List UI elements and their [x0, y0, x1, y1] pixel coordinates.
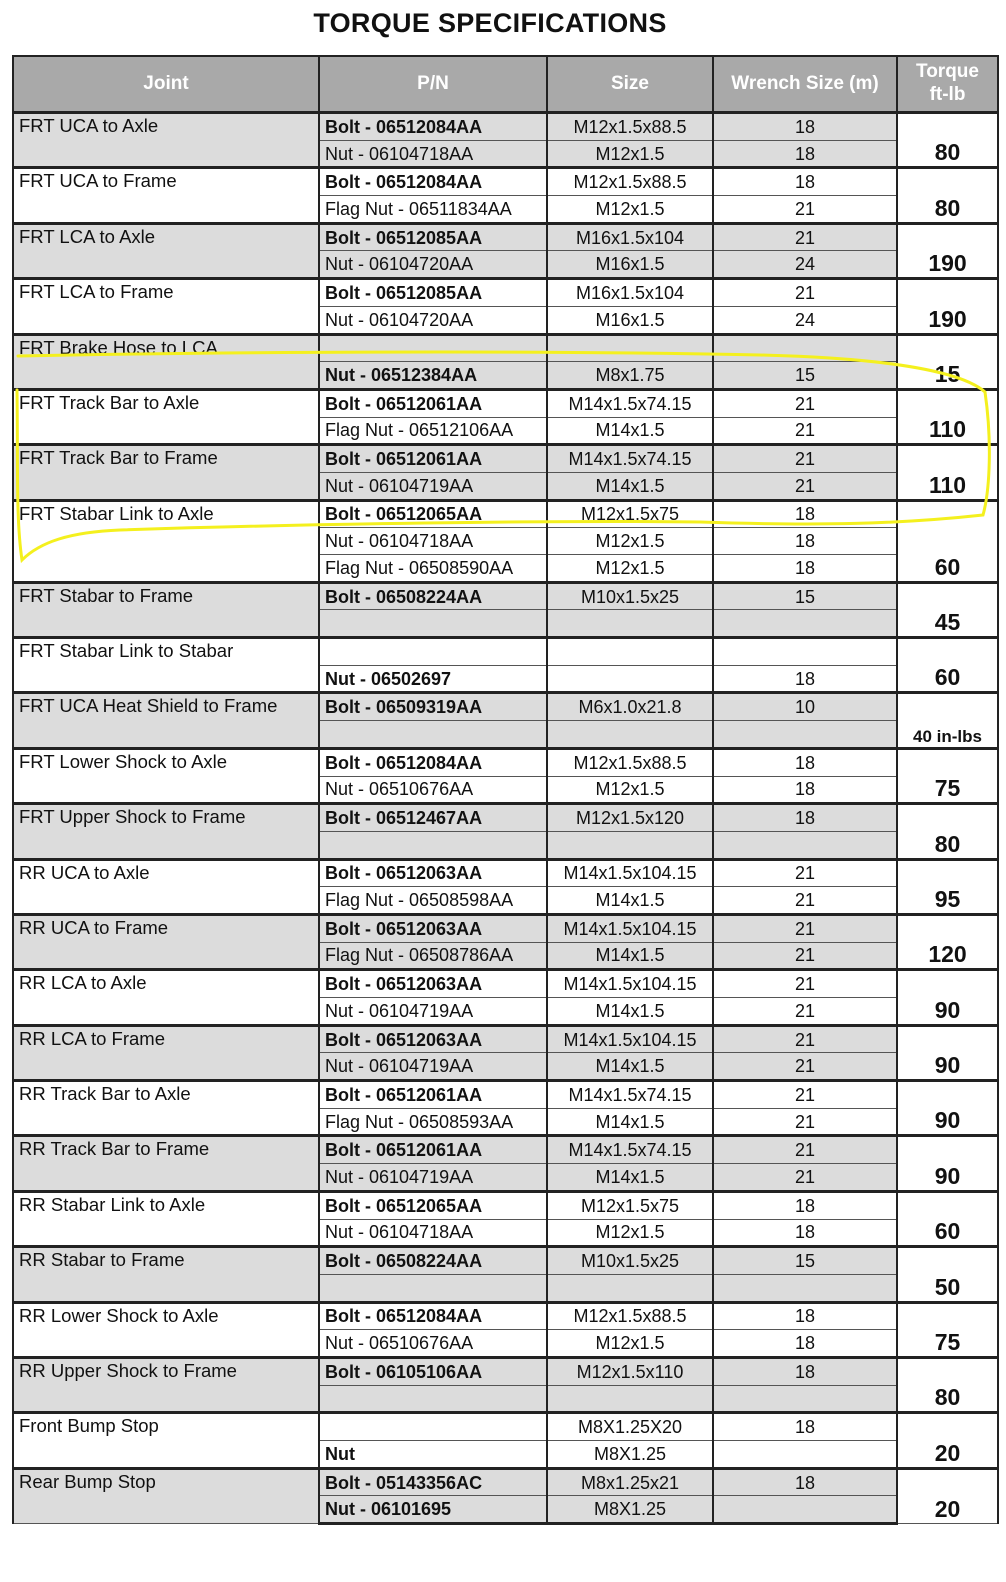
part-number: Bolt - 06105106AA — [319, 1357, 547, 1385]
header-size: Size — [547, 56, 713, 113]
wrench-size: 21 — [713, 445, 897, 473]
torque-value: 110 — [897, 389, 998, 444]
thread-size: M8X1.25X20 — [547, 1413, 713, 1441]
wrench-size: 21 — [713, 472, 897, 500]
thread-size: M14x1.5x104.15 — [547, 970, 713, 998]
header-torque-label: Torque — [916, 61, 979, 83]
torque-value: 45 — [897, 582, 998, 637]
joint-name: FRT LCA to Frame — [13, 279, 319, 334]
table-row — [13, 1468, 998, 1496]
table-row — [13, 1081, 998, 1109]
thread-size: M12x1.5x88.5 — [547, 113, 713, 141]
wrench-size: 18 — [713, 500, 897, 528]
part-number: Nut - 06512384AA — [319, 362, 547, 390]
wrench-size: 15 — [713, 362, 897, 390]
joint-name: FRT Stabar Link to Stabar — [13, 638, 319, 693]
part-number: Nut - 06104718AA — [319, 1219, 547, 1247]
thread-size: M14x1.5 — [547, 887, 713, 915]
thread-size: M14x1.5 — [547, 417, 713, 445]
joint-name: FRT Brake Hose to LCA — [13, 334, 319, 389]
thread-size: M14x1.5 — [547, 942, 713, 970]
joint-group — [13, 1302, 998, 1357]
thread-size: M12x1.5x110 — [547, 1357, 713, 1385]
thread-size: M12x1.5 — [547, 196, 713, 224]
wrench-size: 21 — [713, 1081, 897, 1109]
joint-name: RR LCA to Axle — [13, 970, 319, 1025]
part-number: Bolt - 06512084AA — [319, 113, 547, 141]
joint-name: RR Lower Shock to Axle — [13, 1302, 319, 1357]
part-number: Bolt - 06512084AA — [319, 748, 547, 776]
wrench-size: 18 — [713, 1330, 897, 1358]
part-number: Bolt - 06512063AA — [319, 970, 547, 998]
torque-value: 90 — [897, 1081, 998, 1136]
wrench-size: 18 — [713, 168, 897, 196]
part-number: Flag Nut - 06508590AA — [319, 555, 547, 583]
torque-value: 80 — [897, 804, 998, 859]
thread-size: M12x1.5x75 — [547, 1191, 713, 1219]
wrench-size: 18 — [713, 748, 897, 776]
part-number — [319, 334, 547, 362]
joint-name: FRT Lower Shock to Axle — [13, 748, 319, 803]
header-torque-unit: ft-lb — [929, 84, 966, 105]
table-row — [13, 389, 998, 417]
table-row — [13, 859, 998, 887]
thread-size: M12x1.5 — [547, 528, 713, 555]
torque-value: 50 — [897, 1247, 998, 1302]
part-number: Bolt - 06512061AA — [319, 445, 547, 473]
header-wrench-size: Wrench Size (m) — [713, 56, 897, 113]
joint-name: FRT Upper Shock to Frame — [13, 804, 319, 859]
joint-group — [13, 500, 998, 582]
torque-value: 190 — [897, 223, 998, 278]
thread-size: M12x1.5 — [547, 555, 713, 583]
part-number: Nut - 06104718AA — [319, 140, 547, 168]
joint-group — [13, 1136, 998, 1191]
header-torque — [897, 56, 998, 113]
thread-size: M8X1.25 — [547, 1496, 713, 1524]
wrench-size: 15 — [713, 582, 897, 610]
torque-value: 40 in-lbs — [897, 693, 998, 748]
table-row — [13, 970, 998, 998]
thread-size: M12x1.5x88.5 — [547, 748, 713, 776]
wrench-size: 18 — [713, 665, 897, 693]
wrench-size — [713, 721, 897, 749]
thread-size: M6x1.0x21.8 — [547, 693, 713, 721]
part-number: Flag Nut - 06508593AA — [319, 1108, 547, 1136]
table-row — [13, 1136, 998, 1164]
torque-value: 95 — [897, 859, 998, 914]
part-number: Nut - 06510676AA — [319, 776, 547, 804]
joint-name: RR Track Bar to Axle — [13, 1081, 319, 1136]
torque-value: 15 — [897, 334, 998, 389]
joint-group — [13, 445, 998, 500]
thread-size: M14x1.5 — [547, 1053, 713, 1081]
table-row — [13, 500, 998, 528]
table-row — [13, 693, 998, 721]
part-number — [319, 638, 547, 666]
thread-size — [547, 665, 713, 693]
part-number — [319, 610, 547, 638]
part-number: Nut - 06104720AA — [319, 251, 547, 279]
wrench-size: 18 — [713, 1413, 897, 1441]
wrench-size: 18 — [713, 1191, 897, 1219]
table-row — [13, 445, 998, 473]
joint-group — [13, 693, 998, 748]
torque-value: 120 — [897, 914, 998, 969]
part-number: Bolt - 06508224AA — [319, 1247, 547, 1275]
thread-size: M8x1.75 — [547, 362, 713, 390]
thread-size: M8X1.25 — [547, 1441, 713, 1469]
part-number: Bolt - 06512085AA — [319, 223, 547, 251]
table-row — [13, 168, 998, 196]
table-row — [13, 1413, 998, 1441]
header-joint: Joint — [13, 56, 319, 113]
torque-value: 60 — [897, 500, 998, 582]
thread-size — [547, 721, 713, 749]
joint-group — [13, 859, 998, 914]
joint-group — [13, 168, 998, 223]
joint-group — [13, 1025, 998, 1080]
joint-name: FRT Track Bar to Axle — [13, 389, 319, 444]
joint-group — [13, 1468, 998, 1523]
wrench-size: 21 — [713, 859, 897, 887]
part-number — [319, 721, 547, 749]
table-row — [13, 748, 998, 776]
thread-size — [547, 610, 713, 638]
part-number: Nut - 06502697 — [319, 665, 547, 693]
joint-group — [13, 748, 998, 803]
thread-size: M14x1.5 — [547, 1108, 713, 1136]
thread-size: M12x1.5x75 — [547, 500, 713, 528]
table-row — [13, 638, 998, 666]
part-number: Flag Nut - 06508598AA — [319, 887, 547, 915]
table-row — [13, 1357, 998, 1385]
joint-group — [13, 1081, 998, 1136]
torque-value: 75 — [897, 748, 998, 803]
table-row — [13, 1025, 998, 1053]
wrench-size: 18 — [713, 1468, 897, 1496]
joint-group — [13, 970, 998, 1025]
part-number: Bolt - 06512085AA — [319, 279, 547, 307]
wrench-size — [713, 638, 897, 666]
wrench-size: 21 — [713, 196, 897, 224]
wrench-size: 21 — [713, 1164, 897, 1192]
wrench-size: 21 — [713, 1053, 897, 1081]
torque-value: 90 — [897, 970, 998, 1025]
joint-name: RR Upper Shock to Frame — [13, 1357, 319, 1412]
wrench-size: 18 — [713, 113, 897, 141]
thread-size: M8x1.25x21 — [547, 1468, 713, 1496]
thread-size: M14x1.5 — [547, 998, 713, 1026]
part-number: Flag Nut - 06508786AA — [319, 942, 547, 970]
wrench-size: 21 — [713, 279, 897, 307]
part-number: Bolt - 06509319AA — [319, 693, 547, 721]
table-row — [13, 113, 998, 141]
torque-value: 75 — [897, 1302, 998, 1357]
thread-size: M14x1.5x74.15 — [547, 389, 713, 417]
wrench-size — [713, 610, 897, 638]
wrench-size: 24 — [713, 306, 897, 334]
part-number: Flag Nut - 06511834AA — [319, 196, 547, 224]
wrench-size — [713, 1385, 897, 1413]
joint-name: FRT Stabar Link to Axle — [13, 500, 319, 582]
joint-group — [13, 1413, 998, 1468]
joint-name: FRT UCA to Frame — [13, 168, 319, 223]
thread-size — [547, 1274, 713, 1302]
joint-name: FRT UCA to Axle — [13, 113, 319, 168]
wrench-size — [713, 1496, 897, 1524]
part-number: Bolt - 06512061AA — [319, 1081, 547, 1109]
thread-size: M16x1.5 — [547, 251, 713, 279]
wrench-size: 18 — [713, 804, 897, 832]
torque-value: 60 — [897, 638, 998, 693]
thread-size: M14x1.5x104.15 — [547, 859, 713, 887]
part-number: Flag Nut - 06512106AA — [319, 417, 547, 445]
thread-size: M16x1.5 — [547, 306, 713, 334]
part-number: Nut - 06104718AA — [319, 528, 547, 555]
torque-value: 80 — [897, 168, 998, 223]
joint-group — [13, 113, 998, 168]
joint-name: RR Track Bar to Frame — [13, 1136, 319, 1191]
torque-value: 60 — [897, 1191, 998, 1246]
wrench-size: 21 — [713, 887, 897, 915]
joint-name: RR UCA to Frame — [13, 914, 319, 969]
wrench-size: 18 — [713, 555, 897, 583]
page-title: TORQUE SPECIFICATIONS — [313, 8, 667, 38]
wrench-size — [713, 334, 897, 362]
part-number: Bolt - 06512084AA — [319, 1302, 547, 1330]
joint-name: FRT Track Bar to Frame — [13, 445, 319, 500]
wrench-size — [713, 831, 897, 859]
torque-value: 20 — [897, 1413, 998, 1468]
thread-size: M12x1.5 — [547, 1219, 713, 1247]
part-number — [319, 1385, 547, 1413]
joint-name: FRT UCA Heat Shield to Frame — [13, 693, 319, 748]
part-number: Bolt - 06512061AA — [319, 389, 547, 417]
part-number: Nut - 06104719AA — [319, 1164, 547, 1192]
torque-value: 90 — [897, 1025, 998, 1080]
part-number: Nut - 06104719AA — [319, 1053, 547, 1081]
joint-group — [13, 914, 998, 969]
table-row — [13, 804, 998, 832]
joint-name: FRT LCA to Axle — [13, 223, 319, 278]
wrench-size: 18 — [713, 140, 897, 168]
thread-size — [547, 1385, 713, 1413]
part-number: Bolt - 05143356AC — [319, 1468, 547, 1496]
joint-group — [13, 1247, 998, 1302]
part-number: Nut — [319, 1441, 547, 1469]
thread-size: M12x1.5 — [547, 140, 713, 168]
wrench-size: 21 — [713, 417, 897, 445]
thread-size: M14x1.5x104.15 — [547, 914, 713, 942]
joint-name: Front Bump Stop — [13, 1413, 319, 1468]
thread-size: M16x1.5x104 — [547, 223, 713, 251]
thread-size — [547, 334, 713, 362]
joint-group — [13, 582, 998, 637]
part-number: Bolt - 06512063AA — [319, 859, 547, 887]
part-number: Bolt - 06512467AA — [319, 804, 547, 832]
part-number: Bolt - 06512061AA — [319, 1136, 547, 1164]
thread-size: M14x1.5 — [547, 472, 713, 500]
wrench-size: 18 — [713, 528, 897, 555]
part-number: Nut - 06510676AA — [319, 1330, 547, 1358]
joint-name: RR LCA to Frame — [13, 1025, 319, 1080]
joint-group — [13, 638, 998, 693]
part-number — [319, 1274, 547, 1302]
wrench-size: 21 — [713, 942, 897, 970]
part-number: Nut - 06101695 — [319, 1496, 547, 1524]
thread-size: M12x1.5x120 — [547, 804, 713, 832]
thread-size: M12x1.5 — [547, 776, 713, 804]
wrench-size: 15 — [713, 1247, 897, 1275]
part-number: Nut - 06104720AA — [319, 306, 547, 334]
thread-size: M12x1.5x88.5 — [547, 1302, 713, 1330]
thread-size: M14x1.5 — [547, 1164, 713, 1192]
table-row — [13, 1302, 998, 1330]
part-number: Bolt - 06508224AA — [319, 582, 547, 610]
joint-group — [13, 334, 998, 389]
wrench-size: 18 — [713, 776, 897, 804]
torque-value: 80 — [897, 1357, 998, 1412]
part-number: Nut - 06104719AA — [319, 472, 547, 500]
part-number: Bolt - 06512065AA — [319, 1191, 547, 1219]
thread-size: M12x1.5x88.5 — [547, 168, 713, 196]
wrench-size: 10 — [713, 693, 897, 721]
thread-size: M14x1.5x74.15 — [547, 445, 713, 473]
wrench-size: 21 — [713, 1136, 897, 1164]
thread-size — [547, 638, 713, 666]
joint-name: FRT Stabar to Frame — [13, 582, 319, 637]
joint-group — [13, 1191, 998, 1246]
part-number: Bolt - 06512084AA — [319, 168, 547, 196]
wrench-size: 21 — [713, 998, 897, 1026]
wrench-size — [713, 1441, 897, 1469]
wrench-size: 21 — [713, 1108, 897, 1136]
part-number: Bolt - 06512065AA — [319, 500, 547, 528]
torque-value: 110 — [897, 445, 998, 500]
thread-size: M14x1.5x104.15 — [547, 1025, 713, 1053]
torque-value: 90 — [897, 1136, 998, 1191]
table-row — [13, 223, 998, 251]
header-pn: P/N — [319, 56, 547, 113]
joint-name: RR UCA to Axle — [13, 859, 319, 914]
wrench-size: 21 — [713, 389, 897, 417]
table-row — [13, 279, 998, 307]
torque-value: 20 — [897, 1468, 998, 1523]
table-row — [13, 582, 998, 610]
torque-value: 80 — [897, 113, 998, 168]
joint-name: RR Stabar Link to Axle — [13, 1191, 319, 1246]
wrench-size: 21 — [713, 914, 897, 942]
thread-size: M10x1.5x25 — [547, 582, 713, 610]
table-row — [13, 914, 998, 942]
torque-value: 190 — [897, 279, 998, 334]
thread-size: M12x1.5 — [547, 1330, 713, 1358]
table-header — [13, 56, 998, 113]
thread-size: M16x1.5x104 — [547, 279, 713, 307]
wrench-size: 18 — [713, 1219, 897, 1247]
joint-group — [13, 1357, 998, 1412]
wrench-size: 18 — [713, 1302, 897, 1330]
wrench-size: 21 — [713, 970, 897, 998]
wrench-size: 18 — [713, 1357, 897, 1385]
thread-size — [547, 831, 713, 859]
wrench-size: 21 — [713, 1025, 897, 1053]
joint-group — [13, 223, 998, 278]
wrench-size: 24 — [713, 251, 897, 279]
table-row — [13, 1247, 998, 1275]
joint-group — [13, 279, 998, 334]
thread-size: M10x1.5x25 — [547, 1247, 713, 1275]
joint-name: Rear Bump Stop — [13, 1468, 319, 1523]
joint-name: RR Stabar to Frame — [13, 1247, 319, 1302]
part-number: Nut - 06104719AA — [319, 998, 547, 1026]
table-row — [13, 1191, 998, 1219]
part-number: Bolt - 06512063AA — [319, 1025, 547, 1053]
torque-spec-table — [12, 55, 999, 1525]
thread-size: M14x1.5x74.15 — [547, 1081, 713, 1109]
part-number — [319, 831, 547, 859]
part-number: Bolt - 06512063AA — [319, 914, 547, 942]
part-number — [319, 1413, 547, 1441]
table-row — [13, 334, 998, 362]
wrench-size: 21 — [713, 223, 897, 251]
joint-group — [13, 804, 998, 859]
joint-group — [13, 389, 998, 444]
wrench-size — [713, 1274, 897, 1302]
thread-size: M14x1.5x74.15 — [547, 1136, 713, 1164]
